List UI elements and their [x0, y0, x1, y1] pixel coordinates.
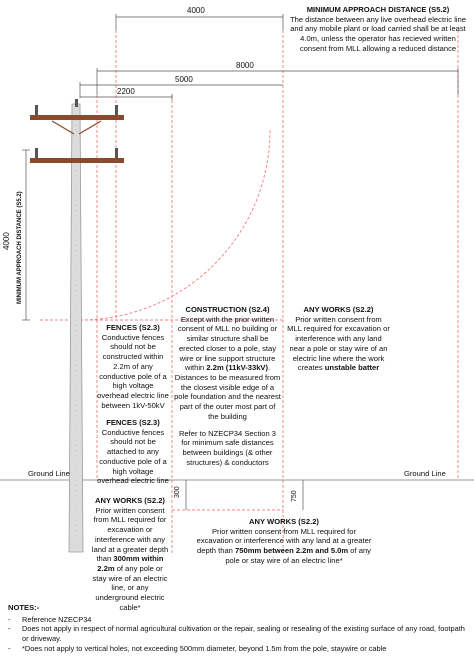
- construction-bold: 2.2m (11kV-33kV): [206, 363, 269, 373]
- note-text: Does not apply in respect of normal agricultural cultivation or the repair, sealing or resealing of the existing surface of any road, footpath or driveway.: [22, 624, 465, 644]
- fences2-text: Conductive fences should not be attached to any conductive pole of a high voltage overhead electric line: [97, 427, 169, 486]
- mad-text: The distance between any live overhead electric line and any mobile plant or load carried shall be at least 4.0m, unless the operator has recieved written consent from MLL allowing a reduced distance: [289, 14, 467, 53]
- note-item: - *Does not apply to vertical holes, not exceeding 500mm diameter, beyond 1.5m from the pole, staywire or cable: [8, 643, 387, 653]
- ground-line-label-right: Ground Line: [404, 469, 446, 478]
- anyworks-bottom-bold: 750mm between 2.2m and 5.0m: [235, 546, 349, 556]
- power-pole: [69, 104, 83, 552]
- anyworks-top-text: Prior written consent from MLL required for excavation or interference with any land near a pole or stay wire of an electric line where the work creates: [287, 314, 390, 373]
- note-text: *Does not apply to vertical holes, not exceeding 500mm diameter, beyond 1.5m from the pole, staywire or cable: [22, 643, 387, 653]
- anyworks-left-bold: 300mm within 2.2m: [97, 554, 164, 574]
- anyworks-left-block: [90, 496, 170, 613]
- note-text: Reference NZECP34: [22, 614, 92, 624]
- anyworks-top-bold: unstable batter: [324, 363, 380, 373]
- anyworks-top-title: ANY WORKS (S2.2): [303, 305, 374, 314]
- anyworks-top-block: [287, 305, 390, 373]
- anyworks-left-text-a: Prior written consent from MLL required for excavation or interference with any land at a greater depth than: [91, 505, 169, 564]
- dimension-300: 300: [174, 486, 181, 498]
- dimension-2200: 2200: [117, 87, 135, 96]
- notes-title: NOTES:-: [8, 603, 40, 612]
- construction-text-b: . Distances to be measured from the closest visible edge of a pole foundation and the nearest part of the outer most part of the building: [174, 363, 281, 421]
- construction-ref: Refer to NZECP34 Section 3 for minimum safe distances between buildings (& other structures) & conductors: [178, 428, 277, 467]
- vertical-mad-label: MINIMUM APPROACH DISTANCE (S5.2): [17, 191, 23, 304]
- construction-title: CONSTRUCTION (S2.4): [185, 305, 270, 314]
- anyworks-bottom-title: ANY WORKS (S2.2): [249, 517, 319, 526]
- dimension-8000: 8000: [236, 61, 254, 70]
- fences-block-1: [96, 323, 170, 410]
- mad-title: MINIMUM APPROACH DISTANCE (S5.2): [306, 5, 450, 14]
- dimension-5000: 5000: [175, 75, 193, 84]
- anyworks-left-title: ANY WORKS (S2.2): [95, 496, 165, 505]
- anyworks-bottom-text-b: of any pole or stay wire of an electric line*: [225, 546, 371, 565]
- notes-section: [8, 603, 470, 653]
- fences1-title: FENCES (S2.3): [106, 323, 160, 332]
- mad-block: [286, 5, 470, 54]
- anyworks-left-text-b: of any pole or stay wire of an electric line, or any underground electric cable*: [92, 564, 168, 612]
- construction-block: [174, 305, 281, 468]
- dimension-4000-top: 4000: [187, 6, 205, 15]
- anyworks-bottom-text-a: Prior written consent from MLL required for excavation or interference with any land at a greater depth than: [196, 526, 372, 556]
- fences1-text: Conductive fences should not be constructed within 2.2m of any conductive pole of a high voltage overhead electric line between 1kV-50kV: [97, 332, 169, 410]
- fences-block-2: [96, 418, 170, 486]
- dimension-4000-vertical: 4000: [2, 232, 11, 250]
- anyworks-bottom-block: [196, 517, 372, 566]
- note-item: - Reference NZECP34: [8, 614, 92, 624]
- construction-text-a: Except with the prior written consent of MLL no building or similar structure shall be erected closer to a pole, stay wire or line support structure within: [177, 314, 278, 373]
- fences2-title: FENCES (S2.3): [106, 418, 160, 427]
- dimension-750: 750: [291, 490, 298, 502]
- note-item: - Does not apply in respect of normal agricultural cultivation or the repair, sealing or resealing of the existing surface of any road, footpath or driveway.: [8, 624, 470, 643]
- ground-line-label-left: Ground Line: [28, 469, 70, 478]
